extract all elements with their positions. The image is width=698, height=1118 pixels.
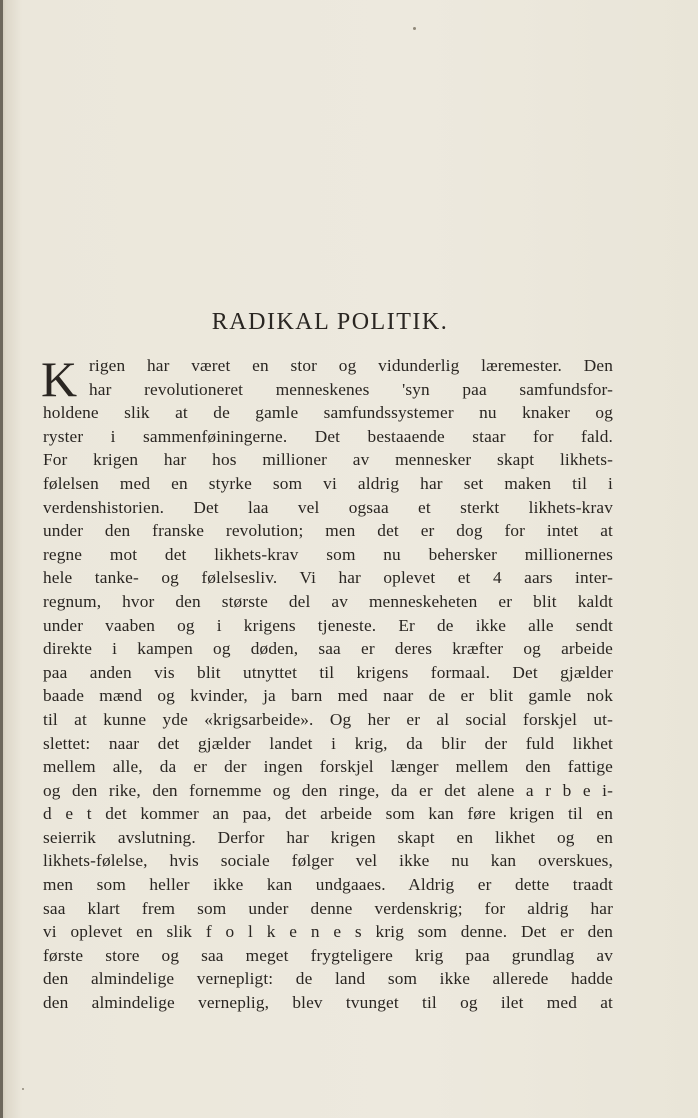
text-line: vi oplevet en slik f o l k e n e s krig som denne. Det er den (43, 922, 613, 942)
text-line: under den franske revolution; men det er dog for intet at (43, 521, 613, 541)
text-line: under vaaben og i krigens tjeneste. Er de ikke alle sendt (43, 615, 613, 635)
text-line: slettet: naar det gjælder landet i krig, da blir der fuld likhet (43, 733, 613, 753)
text-line: og den rike, den fornemme og den ringe, da er det alene a r b e i- (43, 780, 613, 800)
text-line: mellem alle, da er der ingen forskjel længer mellem den fattige (43, 757, 613, 777)
text-line: hele tanke- og følelsesliv. Vi har oplevet et 4 aars inter- (43, 568, 613, 588)
text-line: følelsen med en styrke som vi aldrig har set maken til i (43, 473, 613, 493)
paper-speck (22, 1088, 24, 1090)
text-line: baade mænd og kvinder, ja barn med naar de er blit gamle nok (43, 686, 613, 706)
chapter-title: RADIKAL POLITIK. (211, 309, 449, 335)
text-line: ryster i sammenføiningerne. Det bestaaende staar for fald. (43, 426, 613, 446)
text-line: seierrik avslutning. Derfor har krigen skapt en likhet og en (43, 827, 613, 847)
text-line: paa anden vis blit utnyttet til krigens formaal. Det gjælder (43, 662, 613, 682)
text-line: d e t det kommer an paa, det arbeide som kan føre krigen til en (43, 804, 613, 824)
text-line: For krigen har hos millioner av mennesker skapt likhets- (43, 450, 613, 470)
text-line: likhets-følelse, hvis sociale følger vel ikke nu kan overskues, (43, 851, 613, 871)
text-line: saa klart frem som under denne verdenskrig; for aldrig har (43, 898, 613, 918)
text-line: første store og saa meget frygteligere krig paa grundlag av (43, 945, 613, 965)
drop-cap: K (41, 351, 78, 407)
paper-speck (413, 27, 416, 30)
text-line: rigen har været en stor og vidunderlig læremester. Den (89, 356, 613, 375)
text-line: den almindelige verneplig, blev tvunget til og ilet med at (43, 993, 613, 1013)
text-line: regnum, hvor den største del av menneskeheten er blit kaldt (43, 591, 613, 611)
text-line: til at kunne yde «krigsarbeide». Og her er al social forskjel ut- (43, 709, 613, 729)
text-line: holdene slik at de gamle samfundssystemer nu knaker og (43, 403, 613, 423)
text-line: verdenshistorien. Det laa vel ogsaa et sterkt likhets-krav (43, 497, 613, 517)
text-line: direkte i kampen og døden, saa er deres kræfter og arbeide (43, 639, 613, 659)
text-line: men som heller ikke kan undgaaes. Aldrig er dette traadt (43, 875, 613, 895)
text-line: regne mot det likhets-krav som nu behersker millionernes (43, 544, 613, 564)
text-line: den almindelige vernepligt: de land som ikke allerede hadde (43, 969, 613, 989)
text-line: har revolutioneret menneskenes 'syn paa samfundsfor- (89, 379, 613, 399)
body-text (41, 351, 613, 1015)
page-binding-edge (0, 0, 3, 1118)
